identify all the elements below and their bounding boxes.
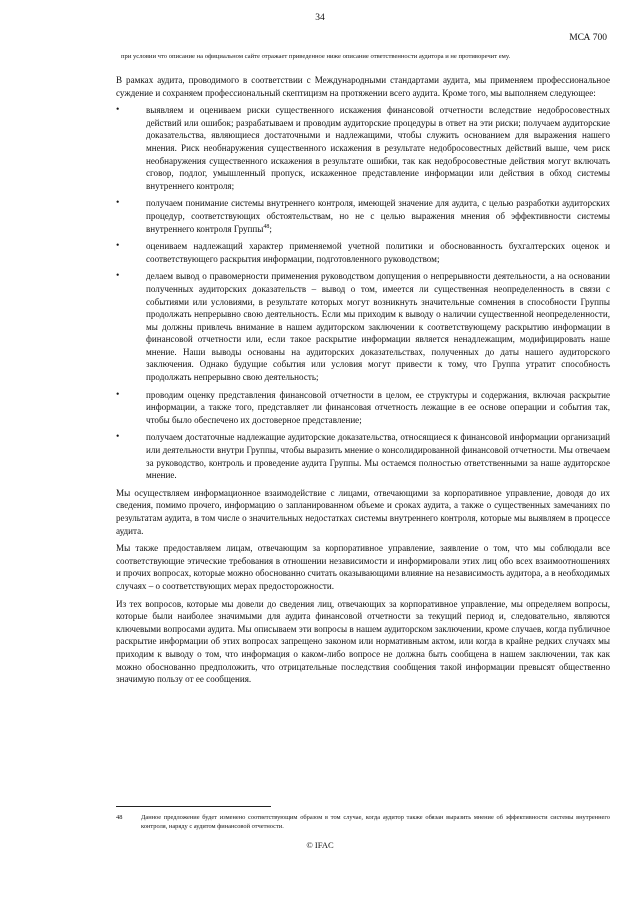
body-paragraph: Мы также предоставляем лицам, отвечающим за корпоративное управление, заявление о том, что мы соблюдали все соответствующие этические требования в отношении независимости и информировали этих лиц обо всех взаимоотношениях и прочих вопросах, которые можно обоснованно считать оказывающими влияние на независимость аудитора, а в необходимых случаях – о соответствующих мерах предосторожности. — [116, 543, 610, 591]
bullet-text: получаем понимание системы внутреннего контроля, имеющей значение для аудита, с целью разработки аудиторских процедур, соответствующих обстоятельствам, но не с целью выражения мнения об эффективности системы внутреннего контроля Группы — [146, 198, 610, 234]
bullet-list — [116, 104, 610, 482]
footnote-divider — [116, 806, 271, 807]
bullet-icon: • — [116, 432, 120, 443]
footnote-reference: 48 — [263, 223, 270, 230]
bullet-text: получаем достаточные надлежащие аудиторские доказательства, относящиеся к финансовой информации организаций или деятельности внутри Группы, чтобы выразить мнение о консолидированной финансовой отчетности. Мы отвечаем за руководство, контроль и проведение аудита Группы. Мы остаемся полностью ответственными за наше аудиторское мнение. — [146, 432, 610, 481]
bullet-text-end: ; — [269, 223, 272, 234]
footnote-text: Данное предложение будет изменено соответствующим образом в том случае, когда аудитор также обязан выразить мнение об эффективности системы внутреннего контроля, наряду с аудитом финансовой отчетности. — [141, 814, 610, 830]
bullet-item — [116, 197, 610, 235]
bullet-icon: • — [116, 389, 120, 400]
bullet-icon: • — [116, 198, 120, 209]
bullet-text: проводим оценку представления финансовой отчетности в целом, ее структуры и содержания, включая раскрытие информации, а также того, представляет ли финансовая отчетность лежащие в ее основе операции и события так, чтобы было обеспечено их достоверное представление; — [146, 389, 610, 425]
bullet-item — [116, 104, 610, 192]
bullet-icon: • — [116, 271, 120, 282]
footnote — [116, 813, 610, 831]
bullet-item — [116, 431, 610, 481]
body-text — [116, 74, 610, 691]
bullet-text: оцениваем надлежащий характер применяемой учетной политики и обоснованность бухгалтерских оценок и соответствующего раскрытия информации, подготовленного руководством; — [146, 241, 610, 264]
document-code: МСА 700 — [569, 33, 607, 43]
bullet-item — [116, 240, 610, 265]
bullet-text: делаем вывод о правомерности применения руководством допущения о непрерывности деятельности, а на основании полученных аудиторских доказательств – вывод о том, имеется ли существенная неопределенность в связи с событиями или условиями, в результате которых могут возникнуть значительные сомнения в способности Группы продолжать непрерывно свою деятельность. Если мы приходим к выводу о наличии существенной неопределенности, мы должны привлечь внимание в нашем аудиторском заключении к соответствующему раскрытию информации в финансовой отчетности или, если такое раскрытие информации является ненадлежащим, модифицировать наше мнение. Наши выводы основаны на аудиторских доказательствах, полученных до даты нашего аудиторского заключения. Однако будущие события или условия могут привести к тому, что Группа утратит способность продолжать непрерывно свою деятельность; — [146, 271, 610, 383]
bullet-icon: • — [116, 105, 120, 116]
top-note: при условии что описание на официальном сайте отражает приведенное ниже описание ответственности аудитора и не противоречит ему. — [121, 53, 511, 60]
intro-paragraph: В рамках аудита, проводимого в соответствии с Международными стандартами аудита, мы применяем профессиональное суждение и сохраняем профессиональный скептицизм на протяжении всего аудита. Кроме того, мы выполняем следующее: — [116, 75, 610, 98]
copyright-notice: © IFAC — [306, 840, 334, 850]
body-paragraph: Из тех вопросов, которые мы довели до сведения лиц, отвечающих за корпоративное управление, мы определяем вопросы, которые были наиболее значимыми для аудита финансовой отчетности за текущий период и, следовательно, являются ключевыми вопросами аудита. Мы описываем эти вопросы в нашем аудиторском заключении, кроме случаев, когда публичное раскрытие информации об этих вопросах запрещено законом или нормативным актом, или когда в крайне редких случаях мы приходим к выводу о том, что информация о каком-либо вопросе не должна быть сообщена в нашем заключении, так как можно обоснованно предположить, что отрицательные последствия сообщения такой информации превысят общественно значимую пользу от ее сообщения. — [116, 598, 610, 685]
bullet-text: выявляем и оцениваем риски существенного искажения финансовой отчетности вследствие недобросовестных действий или ошибок; разрабатываем и проводим аудиторские процедуры в ответ на эти риски; получаем аудиторские доказательства, являющиеся достаточными и надлежащими, чтобы служить основанием для выражения нашего мнения. Риск необнаружения существенного искажения в результате недобросовестных действий выше, чем риск необнаружения существенного искажения в результате ошибки, так как недобросовестные действия могут включать сговор, подлог, умышленный пропуск, искаженное представление информации или действия в обход системы внутреннего контроля; — [146, 105, 610, 191]
body-paragraph: Мы осуществляем информационное взаимодействие с лицами, отвечающими за корпоративное управление, доводя до их сведения, помимо прочего, информацию о запланированном объеме и сроках аудита, а также о существенных замечаниях по результатам аудита, в том числе о значительных недостатках системы внутреннего контроля, которые мы выявляем в процессе аудита. — [116, 487, 610, 536]
page-number: 34 — [315, 13, 325, 23]
bullet-item — [116, 389, 610, 427]
footnote-number: 48 — [116, 814, 123, 821]
bullet-item — [116, 270, 610, 383]
bullet-icon: • — [116, 241, 120, 252]
